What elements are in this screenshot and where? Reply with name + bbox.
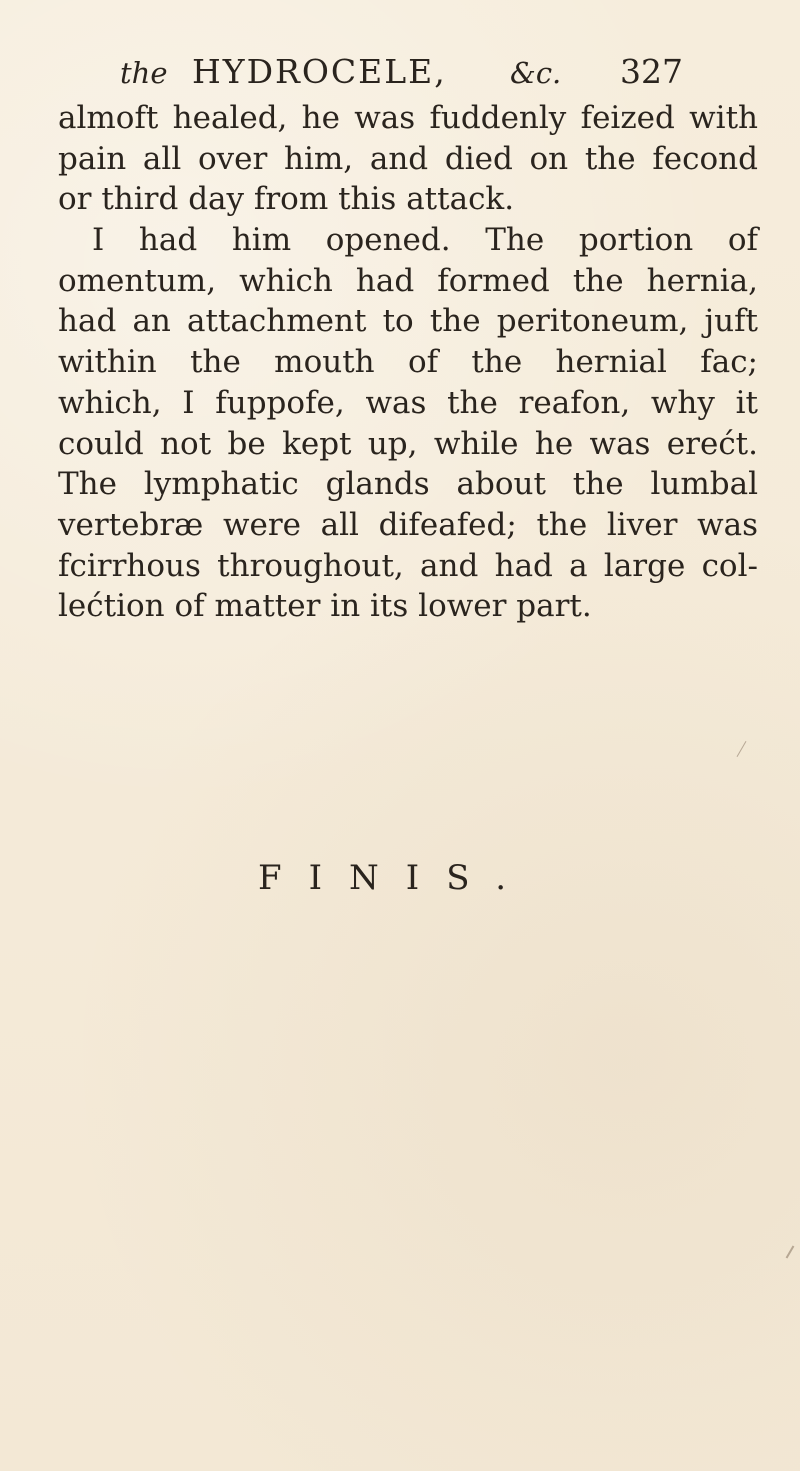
text-line: vertebræ were all difeafed; the liver was (58, 506, 758, 543)
text-line: omentum, which had formed the hernia, (58, 262, 758, 299)
text-line: almoft healed, he was fuddenly feized with (58, 100, 758, 136)
text-line: could not be kept up, while he was erećt. (58, 425, 758, 462)
text-line: The lymphatic glands about the lumbal (58, 466, 758, 503)
body-text (58, 98, 758, 627)
paper-speck (737, 741, 747, 757)
running-head (120, 48, 710, 98)
running-head-title: HYDROCELE, (192, 52, 447, 91)
text-line: had an attachment to the peritoneum, juft (58, 303, 758, 340)
text-line: which, I fuppofe, was the reafon, why it (58, 384, 758, 421)
page-number: 327 (620, 52, 683, 91)
text-line: lećtion of matter in its lower part. (58, 588, 592, 625)
paper-speck (786, 1245, 795, 1258)
text-line: fcirrhous throughout, and had a large col- (58, 547, 758, 584)
running-head-etc: &c. (510, 56, 562, 90)
text-line: pain all over him, and died on the fecond (58, 140, 758, 177)
text-line: I had him opened. The portion of (92, 222, 758, 259)
running-head-article: the (120, 56, 168, 90)
text-line: within the mouth of the hernial fac; (58, 344, 758, 381)
finis-mark: FINIS. (258, 858, 534, 898)
text-line: or third day from this attack. (58, 181, 515, 218)
